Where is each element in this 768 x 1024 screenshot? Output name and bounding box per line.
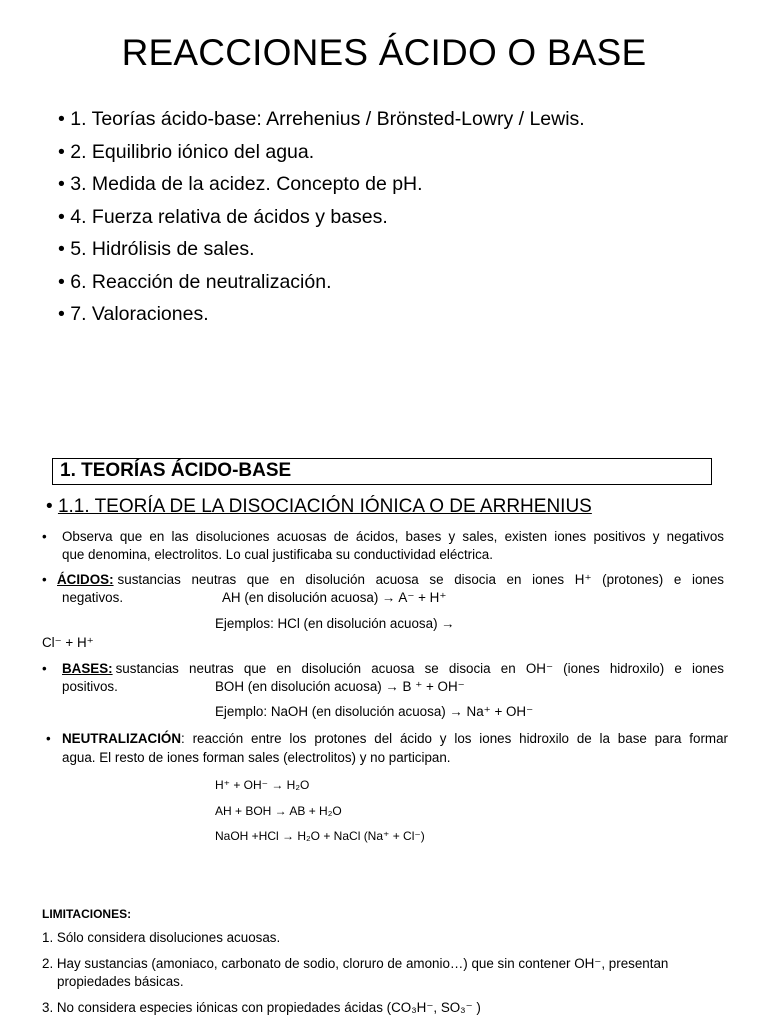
toc-item: • 7. Valoraciones.: [58, 303, 209, 325]
acids-example: Ejemplos: HCl (en disolución acuosa) →: [215, 616, 455, 631]
bullet: •: [42, 661, 47, 676]
limitation-item: 1. Sólo considera disoluciones acuosas.: [42, 930, 281, 945]
bases-line: [62, 661, 724, 677]
acids-line: [57, 572, 724, 588]
bullet: •: [46, 731, 51, 746]
toc-item: • 5. Hidrólisis de sales.: [58, 238, 255, 260]
limitation-item-cont: propiedades básicas.: [57, 974, 184, 989]
subsection-heading: [46, 496, 592, 518]
intro-line: [62, 529, 724, 544]
page-title: REACCIONES ÁCIDO O BASE: [121, 32, 647, 73]
acids-text-1: sustancias neutras que en disolución acuosa se disocia en iones H⁺ (protones) e iones: [117, 572, 724, 587]
section-heading: 1. TEORÍAS ÁCIDO-BASE: [60, 460, 292, 481]
subsection-title: 1.1. TEORÍA DE LA DISOCIACIÓN IÓNICA O DE ARRHENIUS: [57, 496, 592, 517]
intro-text-1: Observa que en las disoluciones acuosas de ácidos, bases y sales, existen iones positivos y negativos: [62, 529, 724, 544]
neutral-line: [62, 731, 728, 746]
equation: AH + BOH → AB + H₂O: [215, 804, 342, 818]
toc-item: • 3. Medida de la acidez. Concepto de pH.: [58, 173, 423, 195]
neutral-text-1: : reacción entre los protones del ácido y los iones hidroxilo de la base para formar: [181, 731, 728, 746]
neutral-text-2: agua. El resto de iones forman sales (electrolitos) y no participan.: [62, 750, 451, 765]
bases-example: Ejemplo: NaOH (en disolución acuosa) → Na⁺ + OH⁻: [215, 704, 534, 719]
toc-item: • 6. Reacción de neutralización.: [58, 271, 332, 293]
bullet: •: [46, 496, 53, 517]
bullet: •: [42, 529, 47, 544]
toc-item: • 1. Teorías ácido-base: Arrehenius / Brönsted-Lowry / Lewis.: [58, 108, 585, 130]
toc-item: • 2. Equilibrio iónico del agua.: [58, 141, 315, 163]
bullet: •: [42, 572, 47, 587]
equation: H⁺ + OH⁻ → H₂O: [215, 778, 310, 792]
bases-text-2: positivos.: [62, 679, 118, 694]
neutral-label: NEUTRALIZACIÓN: [62, 731, 182, 746]
acids-text-2: negativos.: [62, 590, 124, 605]
acids-example-cont: Cl⁻ + H⁺: [42, 635, 94, 650]
limitation-item: 3. No considera especies iónicas con propiedades ácidas (CO₃H⁻, SO₃⁻ ): [42, 1000, 481, 1015]
acids-label: ÁCIDOS:: [57, 572, 114, 587]
equation: NaOH +HCl → H₂O + NaCl (Na⁺ + Cl⁻): [215, 829, 425, 843]
bases-label: BASES:: [62, 661, 113, 676]
limitation-item: 2. Hay sustancias (amoniaco, carbonato de sodio, cloruro de amonio…) que sin contener OH⁻, presentan: [42, 956, 669, 971]
acids-equation: AH (en disolución acuosa) → A⁻ + H⁺: [222, 590, 447, 605]
intro-text-2: que denomina, electrolitos. Lo cual justificaba su conductividad eléctrica.: [62, 547, 493, 562]
bases-text-1: sustancias neutras que en disolución acuosa se disocia en OH⁻ (iones hidroxilo) e iones: [115, 661, 724, 676]
limitations-heading: LIMITACIONES:: [42, 907, 132, 921]
bases-equation: BOH (en disolución acuosa) → B ⁺ + OH⁻: [215, 679, 465, 694]
toc-item: • 4. Fuerza relativa de ácidos y bases.: [58, 206, 388, 228]
